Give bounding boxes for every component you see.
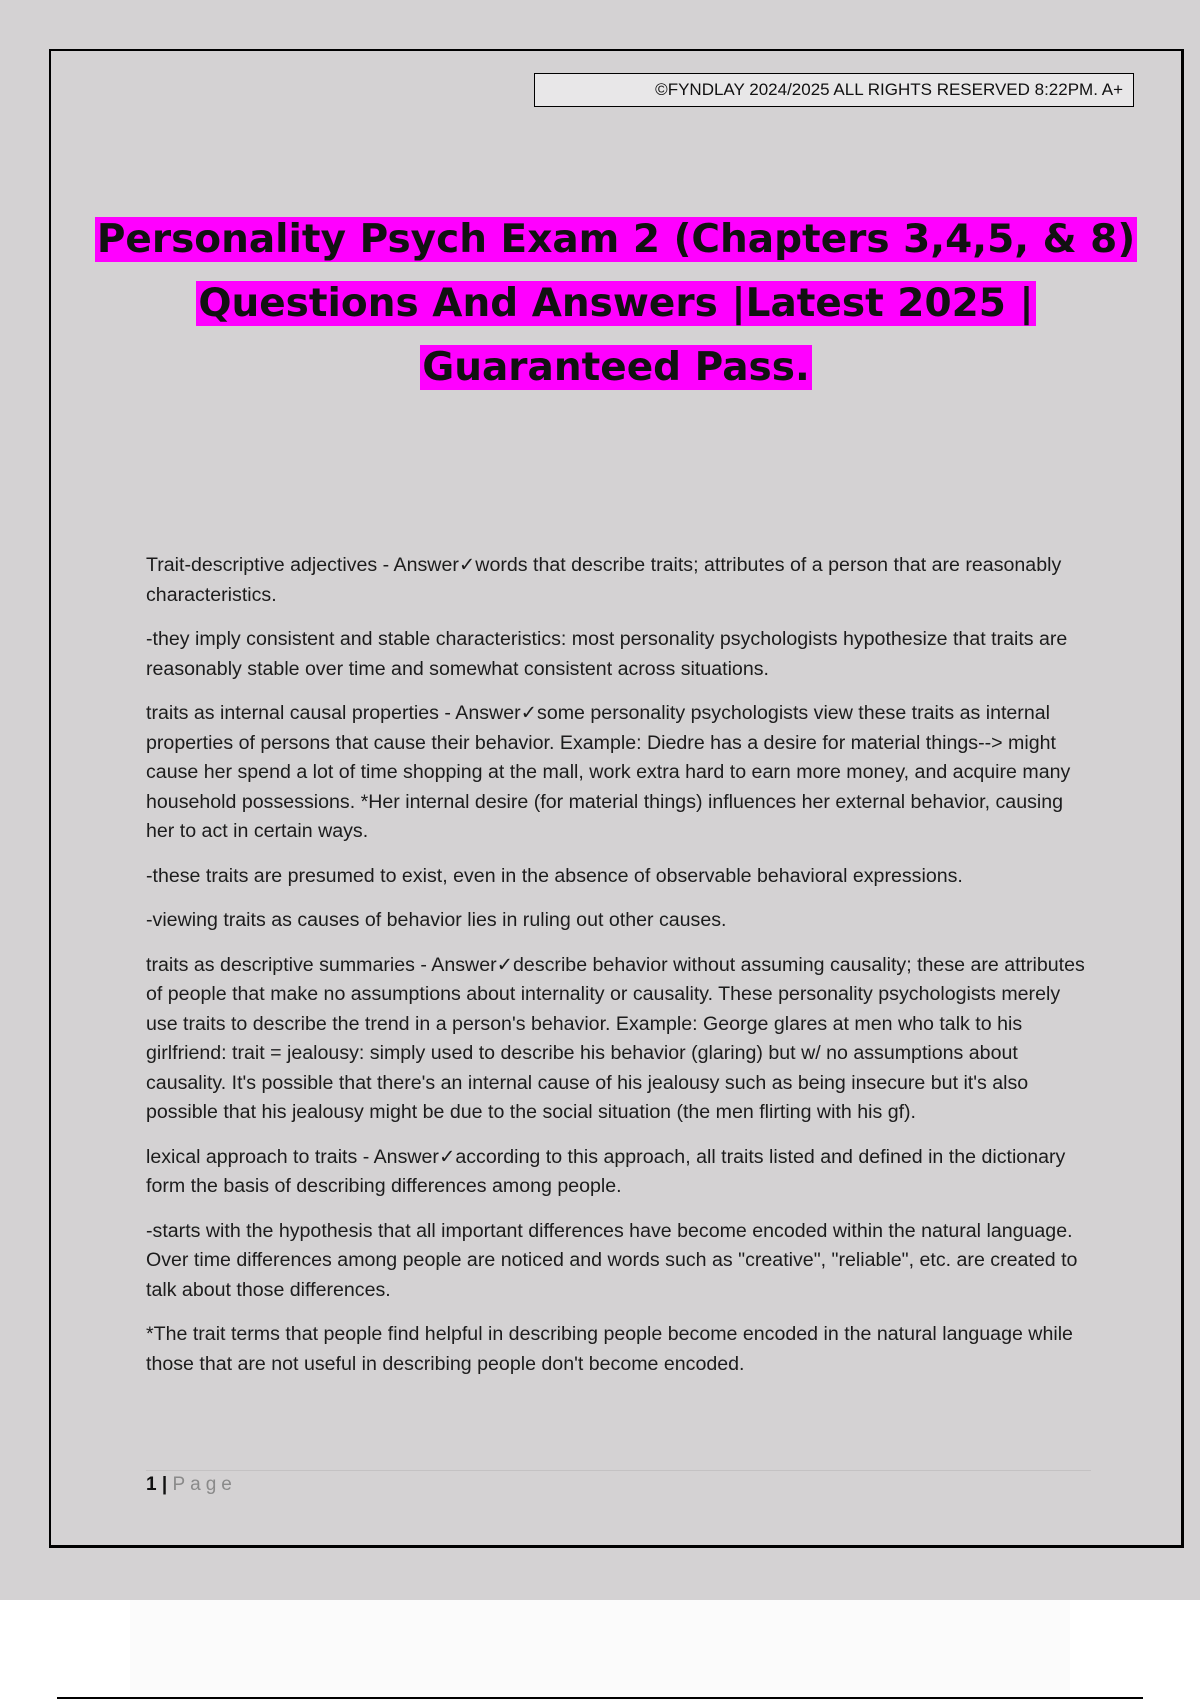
paragraph: *The trait terms that people find helpful in describing people become encoded in the natural language while those that are not useful in describing people don't become encoded.	[146, 1323, 1073, 1375]
title-line-3: Guaranteed Pass.	[422, 345, 810, 390]
paragraph: -they imply consistent and stable characteristics: most personality psychologists hypothesize that traits are reasonably stable over time and somewhat consistent across situations.	[146, 628, 1068, 680]
document-body	[146, 551, 1090, 1379]
document-title	[90, 208, 1142, 400]
copyright-notice	[534, 73, 1134, 107]
paragraph: -starts with the hypothesis that all important differences have become encoded within the natural language. Over time differences among people are noticed and words such as "creative", "reliable", etc. are created to talk about those differences.	[146, 1219, 1078, 1301]
next-page-preview	[130, 1600, 1070, 1700]
next-page-border	[57, 1697, 1143, 1699]
paragraph: lexical approach to traits - Answer✓according to this approach, all traits listed and defined in the dictionary form the basis of describing differences among people.	[146, 1145, 1066, 1197]
page-number: 1	[146, 1474, 157, 1495]
page-label: Page	[172, 1474, 237, 1495]
footer-divider	[146, 1470, 1091, 1471]
title-line-1: Personality Psych Exam 2 (Chapters 3,4,5, & 8)	[96, 217, 1136, 262]
footer-separator: |	[156, 1474, 173, 1495]
paragraph: Trait-descriptive adjectives - Answer✓words that describe traits; attributes of a person that are reasonably characteristics.	[146, 554, 1062, 606]
copyright-text: ©FYNDLAY 2024/2025 ALL RIGHTS RESERVED 8:22PM. A+	[655, 80, 1123, 99]
paragraph: traits as descriptive summaries - Answer✓describe behavior without assuming causality; these are attributes of people that make no assumptions about internality or causality. These personality psychologists merely use traits to describe the trend in a person's behavior. Example: George glares at men who talk to his girlfriend: trait = jealousy: simply used to describe his behavior (glaring) but w/ no assumptions about causality. It's possible that there's an internal cause of his jealousy such as being insecure but it's also possible that his jealousy might be due to the social situation (the men flirting with his gf).	[146, 953, 1085, 1123]
page-footer	[146, 1474, 237, 1496]
title-line-2: Questions And Answers |Latest 2025 |	[198, 281, 1034, 326]
paragraph: traits as internal causal properties - Answer✓some personality psychologists view these traits as internal properties of persons that cause their behavior. Example: Diedre has a desire for material things--> might cause her spend a lot of time shopping at the mall, work extra hard to earn more money, and acquire many household possessions. *Her internal desire (for material things) influences her external behavior, causing her to act in certain ways.	[146, 702, 1071, 842]
paragraph: -viewing traits as causes of behavior lies in ruling out other causes.	[146, 909, 727, 931]
paragraph: -these traits are presumed to exist, even in the absence of observable behavioral expressions.	[146, 864, 963, 887]
